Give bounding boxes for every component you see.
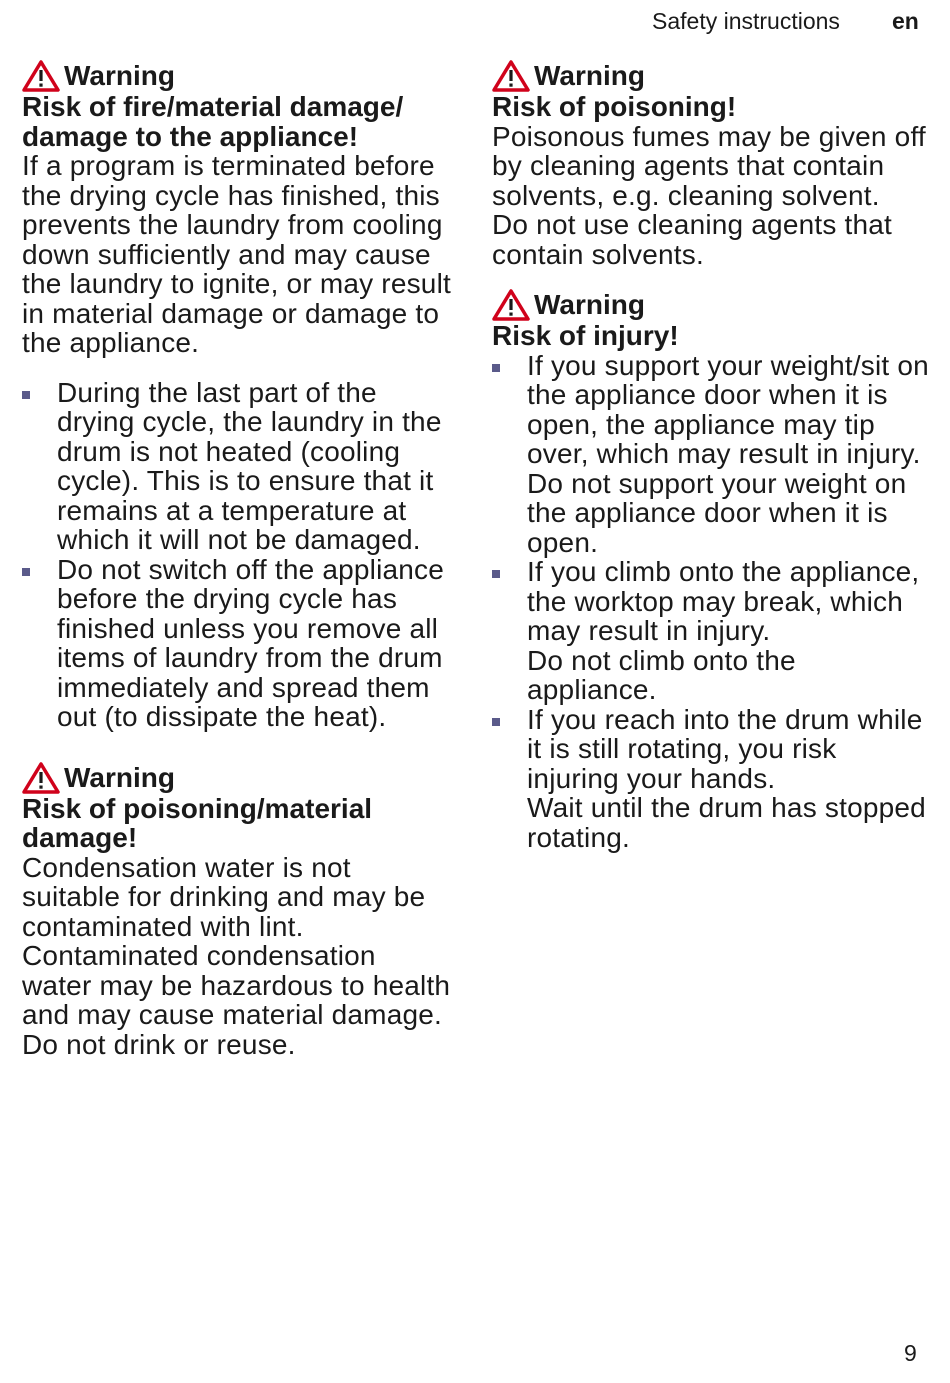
- risk-title: Risk of poisoning/material damage!: [22, 792, 373, 853]
- bullet-list: [22, 378, 452, 732]
- list-item: Do not switch off the appliance before the drying cycle has finished unless you remove all items of laundry from the drum immediately and spread them out (to dissipate the heat).: [22, 555, 452, 732]
- warning-instruction: Do not use cleaning agents that contain solvents.: [492, 209, 893, 270]
- warning-triangle-icon: [492, 289, 530, 321]
- bullet-square-icon: [492, 570, 500, 578]
- warning-heading: [492, 289, 932, 321]
- warning-heading: [492, 60, 932, 92]
- bullet-list: [492, 351, 932, 853]
- warning-label: Warning: [64, 761, 175, 793]
- left-column: [22, 60, 452, 1059]
- warning-body: If a program is terminated before the drying cycle has finished, this prevents the laundry from cooling down sufficiently and may cause the laundry to ignite, or may result in material damage or damage to the appliance.: [22, 150, 451, 358]
- page-number: 9: [904, 1340, 917, 1366]
- list-item: During the last part of the drying cycle, the laundry in the drum is not heated (cooling cycle). This is to ensure that it remains at a temperature at which it will not be damaged.: [22, 378, 452, 555]
- warning-label: Warning: [534, 60, 645, 91]
- risk-title: Risk of fire/material damage/ damage to the appliance!: [22, 91, 404, 152]
- warning-label: Warning: [534, 289, 645, 320]
- bullet-square-icon: [492, 364, 500, 372]
- list-item: If you support your weight/sit on the appliance door when it is open, the appliance may tip over, which may result in injury. Do not support your weight on the appliance door when it is open.: [492, 351, 932, 558]
- warning-label: Warning: [64, 60, 175, 91]
- warning-heading: [22, 762, 452, 794]
- risk-title: Risk of poisoning!: [492, 91, 737, 122]
- header-section-title: Safety instructions: [652, 8, 840, 34]
- header-language: en: [892, 8, 919, 34]
- warning-instruction: Do not drink or reuse.: [22, 1028, 296, 1060]
- warning-heading: [22, 60, 452, 92]
- right-column: [492, 60, 932, 852]
- warning-body: Condensation water is not suitable for drinking and may be contaminated with lint. Contaminated condensation water may be hazardous to health and may cause material damage.: [22, 851, 451, 1030]
- risk-title: Risk of injury!: [492, 320, 679, 351]
- list-item: If you climb onto the appliance, the worktop may break, which may result in injury. Do not climb onto the appliance.: [492, 557, 932, 705]
- warning-triangle-icon: [492, 60, 530, 92]
- warning-triangle-icon: [22, 60, 60, 92]
- list-item: If you reach into the drum while it is still rotating, you risk injuring your hands. Wait until the drum has stopped rotating.: [492, 705, 932, 853]
- warning-triangle-icon: [22, 762, 60, 794]
- bullet-square-icon: [492, 718, 500, 726]
- warning-body: Poisonous fumes may be given off by cleaning agents that contain solvents, e.g. cleaning solvent.: [492, 120, 926, 211]
- bullet-square-icon: [22, 391, 30, 399]
- bullet-square-icon: [22, 568, 30, 576]
